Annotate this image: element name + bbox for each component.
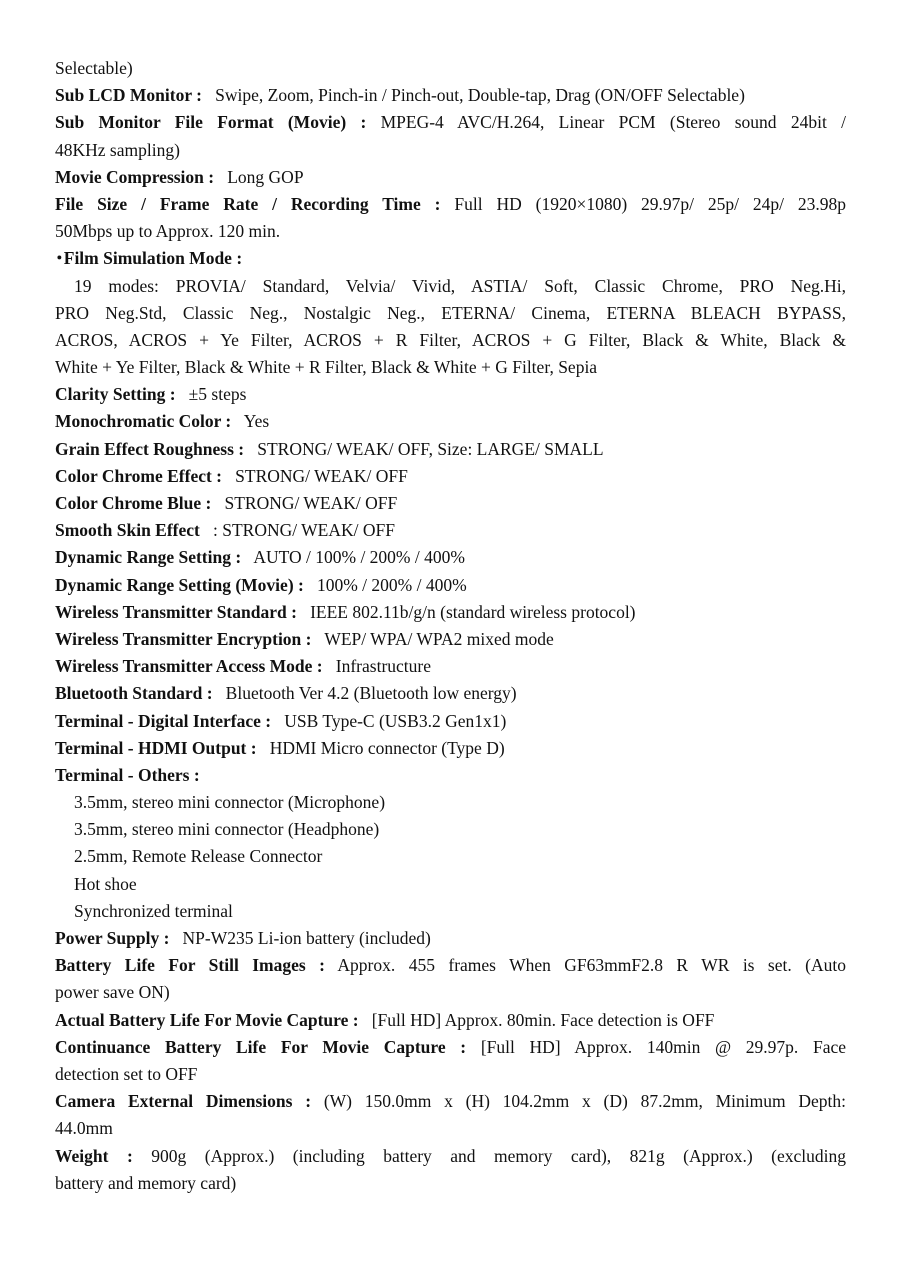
spec-label: Color Chrome Blue : — [55, 493, 212, 513]
spec-line — [55, 708, 846, 735]
spec-label: Sub Monitor File Format (Movie) : — [55, 112, 367, 133]
spec-value: Yes — [243, 411, 270, 432]
spec-value: ±5 steps — [188, 384, 247, 405]
spec-line — [55, 327, 846, 354]
spec-line — [55, 463, 846, 490]
spec-label: Terminal - Others : — [55, 764, 200, 785]
spec-value: AUTO / 100% / 200% / 400% — [253, 547, 465, 568]
spec-line — [55, 300, 846, 327]
spec-value: ACROS, ACROS + Ye Filter, ACROS + R Filter, ACROS + G Filter, Black & White, Black & — [55, 329, 846, 350]
spec-value: USB Type-C (USB3.2 Gen1x1) — [284, 710, 507, 731]
spec-line — [55, 735, 846, 762]
spec-line — [55, 680, 846, 707]
spec-label: Camera External Dimensions : — [55, 1091, 312, 1112]
spec-label: Continuance Battery Life For Movie Capture : — [55, 1036, 467, 1057]
spec-line — [55, 544, 846, 571]
spec-value: [Full HD] Approx. 140min @ 29.97p. Face — [480, 1036, 847, 1057]
spec-line — [55, 816, 846, 843]
spec-line — [55, 789, 846, 816]
spec-label: Wireless Transmitter Access Mode : — [55, 656, 323, 677]
spec-line — [55, 354, 846, 381]
spec-label: Sub LCD Monitor : — [55, 85, 202, 106]
spec-value: 19 modes: PROVIA/ Standard, Velvia/ Vivid, ASTIA/ Soft, Classic Chrome, PRO Neg.Hi, — [74, 275, 846, 296]
spec-document — [55, 55, 846, 1197]
spec-line — [55, 1088, 846, 1115]
spec-value: Infrastructure — [335, 656, 431, 677]
spec-line — [55, 952, 846, 979]
spec-label: Dynamic Range Setting : — [55, 547, 242, 568]
spec-value: 900g (Approx.) (including battery and memory card), 821g (Approx.) (excluding — [151, 1145, 846, 1166]
spec-value: battery and memory card) — [55, 1172, 237, 1193]
spec-line — [55, 1143, 846, 1170]
spec-label: Color Chrome Effect : — [55, 465, 223, 486]
spec-line — [55, 979, 846, 1006]
spec-line — [55, 1034, 846, 1061]
spec-value: MPEG-4 AVC/H.264, Linear PCM (Stereo sound 24bit / — [380, 112, 846, 133]
spec-label: Battery Life For Still Images : — [55, 955, 325, 976]
spec-value: 50Mbps up to Approx. 120 min. — [55, 221, 281, 242]
spec-line — [55, 925, 846, 952]
spec-label: Weight : — [55, 1145, 133, 1166]
spec-value: [Full HD] Approx. 80min. Face detection is OFF — [371, 1009, 715, 1030]
spec-value: IEEE 802.11b/g/n (standard wireless protocol) — [310, 601, 636, 622]
spec-value: Swipe, Zoom, Pinch-in / Pinch-out, Double-tap, Drag (ON/OFF Selectable) — [215, 85, 745, 106]
spec-line — [55, 1170, 846, 1197]
spec-line — [55, 1115, 846, 1142]
spec-label: Clarity Setting : — [55, 384, 176, 405]
spec-label: Wireless Transmitter Encryption : — [55, 628, 312, 649]
spec-value: power save ON) — [55, 982, 170, 1003]
spec-line — [55, 762, 846, 789]
spec-line — [55, 245, 846, 272]
spec-line — [55, 408, 846, 435]
spec-line — [55, 82, 846, 109]
spec-label: Movie Compression : — [55, 166, 215, 187]
spec-line — [55, 109, 846, 136]
spec-line — [55, 653, 846, 680]
spec-value: : STRONG/ WEAK/ OFF — [213, 520, 395, 541]
spec-label: Monochromatic Color : — [55, 411, 232, 432]
spec-value: PRO Neg.Std, Classic Neg., Nostalgic Neg., ETERNA/ Cinema, ETERNA BLEACH BYPASS, — [55, 302, 846, 323]
spec-line — [55, 137, 846, 164]
spec-line — [55, 55, 846, 82]
spec-label: Smooth Skin Effect — [55, 520, 200, 541]
spec-label: Bluetooth Standard : — [55, 683, 213, 704]
spec-label: Grain Effect Roughness : — [55, 438, 245, 459]
spec-value: detection set to OFF — [55, 1063, 198, 1084]
spec-line — [55, 436, 846, 463]
spec-value: Hot shoe — [74, 873, 137, 894]
spec-value: Bluetooth Ver 4.2 (Bluetooth low energy) — [225, 683, 517, 704]
spec-value: STRONG/ WEAK/ OFF, Size: LARGE/ SMALL — [257, 438, 604, 459]
spec-value: White + Ye Filter, Black & White + R Filter, Black & White + G Filter, Sepia — [55, 357, 598, 378]
spec-value: Long GOP — [227, 166, 304, 187]
spec-value: 2.5mm, Remote Release Connector — [74, 846, 323, 867]
spec-label: Wireless Transmitter Standard : — [55, 601, 297, 622]
spec-line — [55, 626, 846, 653]
spec-value: Approx. 455 frames When GF63mmF2.8 R WR is set. (Auto — [337, 955, 846, 976]
spec-line — [55, 218, 846, 245]
spec-label: Power Supply : — [55, 928, 170, 948]
spec-label: File Size / Frame Rate / Recording Time : — [55, 193, 441, 214]
spec-value: 44.0mm — [55, 1118, 113, 1139]
spec-line — [55, 164, 846, 191]
spec-line — [55, 381, 846, 408]
spec-line — [55, 1061, 846, 1088]
spec-label: ･Film Simulation Mode : — [55, 248, 243, 269]
spec-value: Selectable) — [55, 58, 133, 78]
spec-line — [55, 572, 846, 599]
spec-value: Synchronized terminal — [74, 900, 233, 921]
spec-line — [55, 843, 846, 870]
spec-value: NP-W235 Li-ion battery (included) — [182, 928, 431, 948]
spec-line — [55, 273, 846, 300]
spec-line — [55, 1007, 846, 1034]
spec-value: Full HD (1920×1080) 29.97p/ 25p/ 24p/ 23.98p — [454, 193, 847, 214]
spec-label: Actual Battery Life For Movie Capture : — [55, 1009, 359, 1030]
spec-value: STRONG/ WEAK/ OFF — [224, 493, 398, 513]
spec-line — [55, 490, 846, 517]
spec-value: 100% / 200% / 400% — [316, 574, 467, 595]
spec-line — [55, 871, 846, 898]
spec-line — [55, 517, 846, 544]
spec-value: STRONG/ WEAK/ OFF — [235, 465, 408, 486]
spec-label: Terminal - Digital Interface : — [55, 710, 272, 731]
spec-label: Terminal - HDMI Output : — [55, 737, 257, 758]
spec-value: 3.5mm, stereo mini connector (Headphone) — [74, 819, 380, 840]
spec-line — [55, 898, 846, 925]
spec-line — [55, 599, 846, 626]
spec-value: WEP/ WPA/ WPA2 mixed mode — [324, 628, 554, 649]
spec-value: 48KHz sampling) — [55, 139, 180, 160]
spec-label: Dynamic Range Setting (Movie) : — [55, 574, 304, 595]
spec-value: 3.5mm, stereo mini connector (Microphone) — [74, 792, 386, 813]
spec-value: HDMI Micro connector (Type D) — [269, 737, 505, 758]
spec-line — [55, 191, 846, 218]
spec-value: (W) 150.0mm x (H) 104.2mm x (D) 87.2mm, Minimum Depth: — [323, 1091, 846, 1112]
